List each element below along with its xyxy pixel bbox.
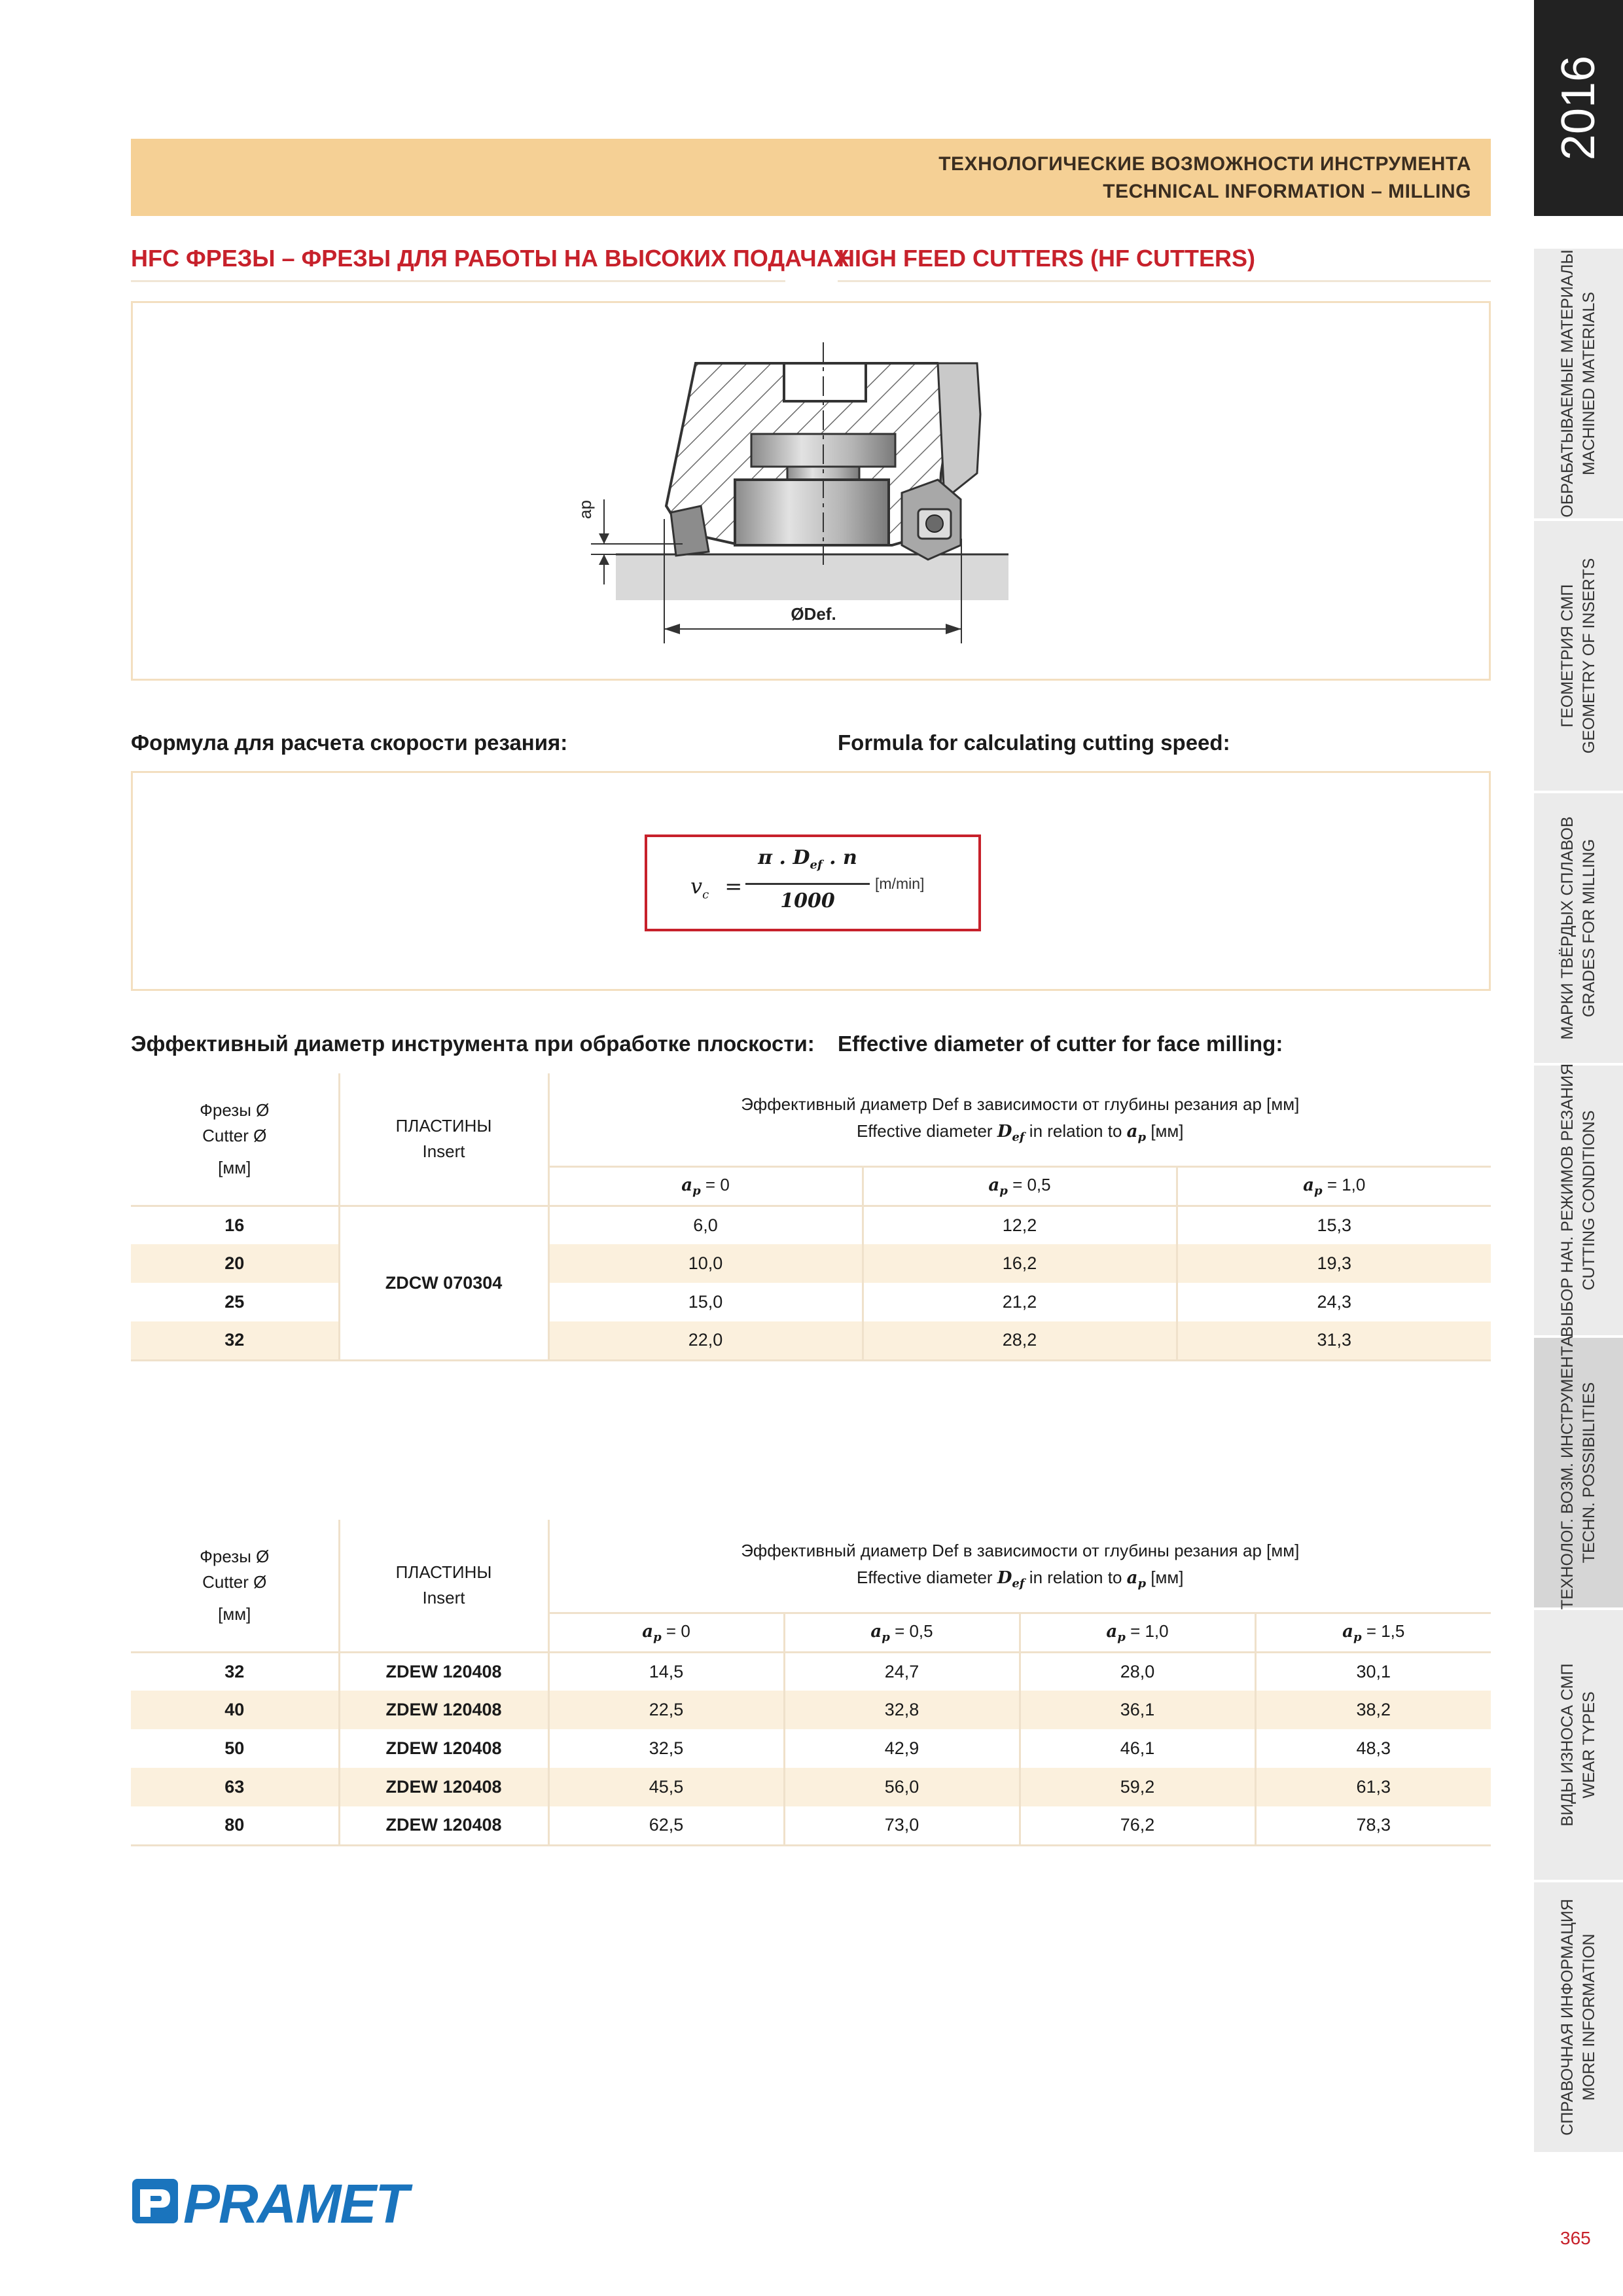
tab-grades-for-milling[interactable]: МАРКИ ТВЁРДЫХ СПЛАВОВ GRADES FOR MILLING (1534, 793, 1623, 1066)
formula-denominator: 1000 (780, 889, 835, 912)
formula-frame (645, 834, 981, 931)
t1-ap-col-1: $a_p = 0,5$ (863, 1166, 1177, 1206)
t1-ap-col-0: $a_p = 0$ (548, 1166, 863, 1206)
table-row: 20 10,0 16,2 19,3 (131, 1244, 1491, 1283)
table-row: 40 ZDEW 120408 22,5 32,8 36,1 38,2 (131, 1691, 1491, 1729)
section1-rule-left (131, 280, 785, 282)
section2-title-ru: Формула для расчета скорости резания: (131, 730, 568, 755)
section3-title-ru: Эффективный диаметр инструмента при обработке плоскости: (131, 1031, 815, 1056)
t2-ap-col-0: $a_p = 0$ (548, 1613, 784, 1652)
section1-title-ru: HFC ФРЕЗЫ – ФРЕЗЫ ДЛЯ РАБОТЫ НА ВЫСОКИХ ПОДАЧАХ (131, 245, 849, 272)
table-row: 63 ZDEW 120408 45,5 56,0 59,2 61,3 (131, 1768, 1491, 1806)
formula-unit: [m/min] (875, 875, 925, 892)
workpiece (616, 554, 1008, 600)
formula-numerator: π . $D_{ef}$ . n (758, 846, 857, 872)
t2-ap-col-2: $a_p = 1,0$ (1020, 1613, 1255, 1652)
fraction-bar (745, 883, 870, 885)
section2-title-en: Formula for calculating cutting speed: (838, 730, 1230, 755)
arbor (735, 480, 889, 545)
header-title-en: TECHNICAL INFORMATION – MILLING (1103, 181, 1471, 202)
header-title-ru: ТЕХНОЛОГИЧЕСКИЕ ВОЗМОЖНОСТИ ИНСТРУМЕНТА (938, 153, 1471, 175)
sidebar (1534, 0, 1623, 2160)
page-number: 365 (1560, 2228, 1591, 2248)
table1 (131, 1073, 1491, 1361)
formula-box (131, 771, 1491, 991)
table-row: 32 ZDEW 120408 14,5 24,7 28,0 30,1 (131, 1652, 1491, 1691)
table2 (131, 1520, 1491, 1846)
cutter-diagram (133, 303, 1489, 679)
pramet-logo-icon (131, 2176, 181, 2226)
tab-techn-possibilities[interactable]: ТЕХНОЛОГ. ВОЗМ. ИНСТРУМЕНТА TECHN. POSSIBILITIES (1534, 1338, 1623, 1610)
t1-insert-cell: ZDCW 070304 (339, 1206, 548, 1360)
section1-rule-right (838, 280, 1491, 282)
t1-head-insert: ПЛАСТИНЫ Insert (339, 1073, 548, 1206)
t1-head-cutter: Фрезы Ø Cutter Ø [мм] (131, 1073, 339, 1206)
t2-head-insert: ПЛАСТИНЫ Insert (339, 1520, 548, 1652)
insert-left (671, 506, 709, 556)
t2-ap-col-1: $a_p = 0,5$ (784, 1613, 1020, 1652)
table-row: 16 ZDCW 070304 6,0 12,2 15,3 (131, 1206, 1491, 1244)
tab-cutting-conditions[interactable]: ВЫБОР НАЧ. РЕЖИМОВ РЕЗАНИЯ CUTTING CONDITIONS (1534, 1066, 1623, 1338)
table-row: 32 22,0 28,2 31,3 (131, 1321, 1491, 1360)
t2-head-def: Эффективный диаметр Def в зависимости от глубины резания ap [мм] Effective diameter $D_{ef}$ in relation to $a_p$ [мм] (548, 1520, 1491, 1613)
formula-lhs: $v_c$ = (690, 874, 743, 902)
tab-geometry-of-inserts[interactable]: ГЕОМЕТРИЯ СМП GEOMETRY OF INSERTS (1534, 521, 1623, 793)
t1-ap-col-2: $a_p = 1,0$ (1177, 1166, 1491, 1206)
section1-title-en: HIGH FEED CUTTERS (HF CUTTERS) (838, 245, 1255, 272)
year-label: 2016 (1552, 55, 1605, 161)
header-band (131, 139, 1491, 216)
t2-ap-col-3: $a_p = 1,5$ (1255, 1613, 1491, 1652)
t1-head-def: Эффективный диаметр Def в зависимости от глубины резания ap [мм] Effective diameter $D_{ef}$ in relation to $a_p$ [мм] (548, 1073, 1491, 1166)
section3-title-en: Effective diameter of cutter for face milling: (838, 1031, 1283, 1056)
diagram-box (131, 301, 1491, 681)
table-row: 50 ZDEW 120408 32,5 42,9 46,1 48,3 (131, 1729, 1491, 1768)
table-row: 80 ZDEW 120408 62,5 73,0 76,2 78,3 (131, 1806, 1491, 1845)
tab-more-information[interactable]: СПРАВОЧНАЯ ИНФОРМАЦИЯ MORE INFORMATION (1534, 1882, 1623, 2155)
tab-wear-types[interactable]: ВИДЫ ИЗНОСА СМП WEAR TYPES (1534, 1610, 1623, 1882)
tab-machined-materials[interactable]: ОБРАБАТЫВАЕМЫЕ МАТЕРИАЛЫ MACHINED MATERIALS (1534, 249, 1623, 521)
table2-wrap (131, 1520, 1491, 1846)
table1-wrap (131, 1073, 1491, 1361)
year-badge (1534, 0, 1623, 216)
t2-head-cutter: Фрезы Ø Cutter Ø [мм] (131, 1520, 339, 1652)
table-row: 25 15,0 21,2 24,3 (131, 1283, 1491, 1321)
pramet-logo-text: PRAMET (183, 2173, 408, 2234)
ap-label: ap (575, 500, 595, 519)
def-label: ØDef. (791, 604, 836, 624)
